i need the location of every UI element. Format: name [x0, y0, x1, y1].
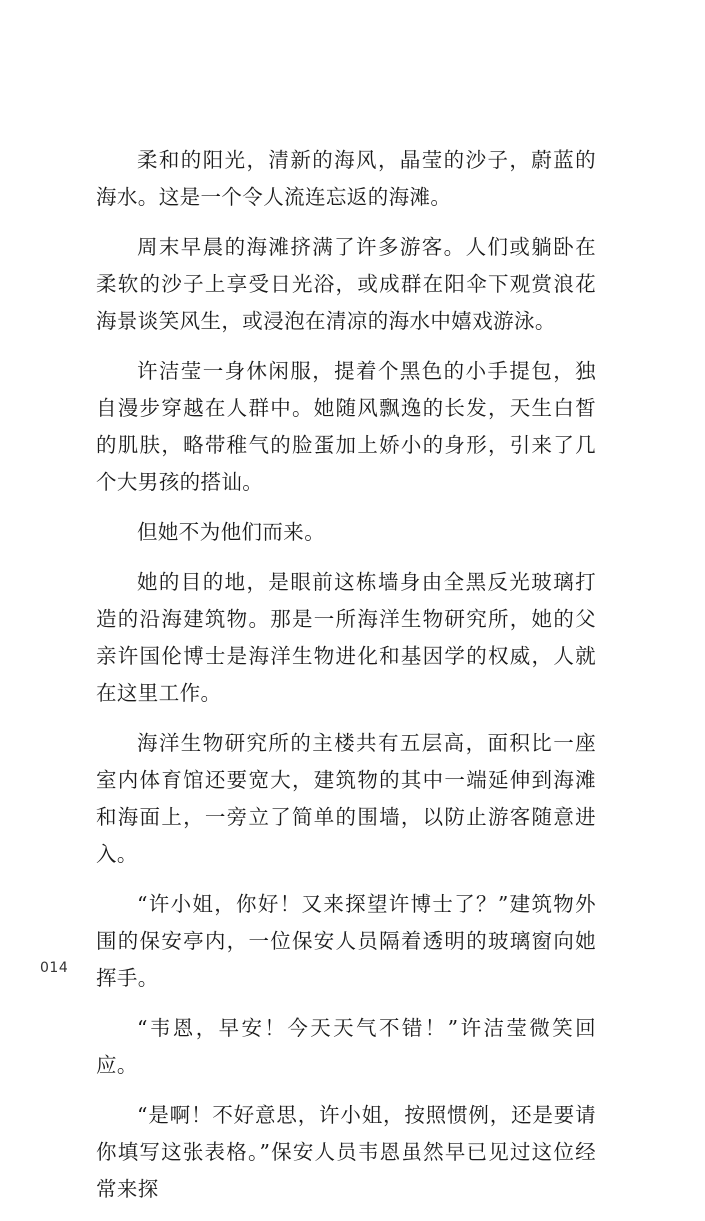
page-number: 014 [40, 960, 69, 976]
paragraph-7: “许小姐，你好！又来探望许博士了？”建筑物外围的保安亭内，一位保安人员隔着透明的玻璃窗向她挥手。 [96, 892, 596, 990]
paragraph-8: “韦恩，早安！今天天气不错！”许洁莹微笑回应。 [96, 1016, 596, 1077]
paragraph-6: 海洋生物研究所的主楼共有五层高，面积比一座室内体育馆还要宽大，建筑物的其中一端延伸到海滩和海面上，一旁立了简单的围墙，以防止游客随意进入。 [96, 731, 596, 866]
paragraph-4: 但她不为他们而来。 [137, 520, 326, 544]
paragraph-1: 柔和的阳光，清新的海风，晶莹的沙子，蔚蓝的海水。这是一个令人流连忘返的海滩。 [96, 148, 596, 209]
paragraph-5: 她的目的地，是眼前这栋墙身由全黑反光玻璃打造的沿海建筑物。那是一所海洋生物研究所，她的父亲许国伦博士是海洋生物进化和基因学的权威，人就在这里工作。 [96, 570, 596, 705]
page-body [96, 142, 596, 1221]
paragraph-2: 周末早晨的海滩挤满了许多游客。人们或躺卧在柔软的沙子上享受日光浴，或成群在阳伞下观赏浪花海景谈笑风生，或浸泡在清凉的海水中嬉戏游泳。 [96, 235, 596, 333]
paragraph-3: 许洁莹一身休闲服，提着个黑色的小手提包，独自漫步穿越在人群中。她随风飘逸的长发，天生白皙的肌肤，略带稚气的脸蛋加上娇小的身形，引来了几个大男孩的搭讪。 [96, 359, 596, 494]
paragraph-9: “是啊！不好意思，许小姐，按照惯例，还是要请你填写这张表格。”保安人员韦恩虽然早已见过这位经常来探 [96, 1103, 596, 1201]
